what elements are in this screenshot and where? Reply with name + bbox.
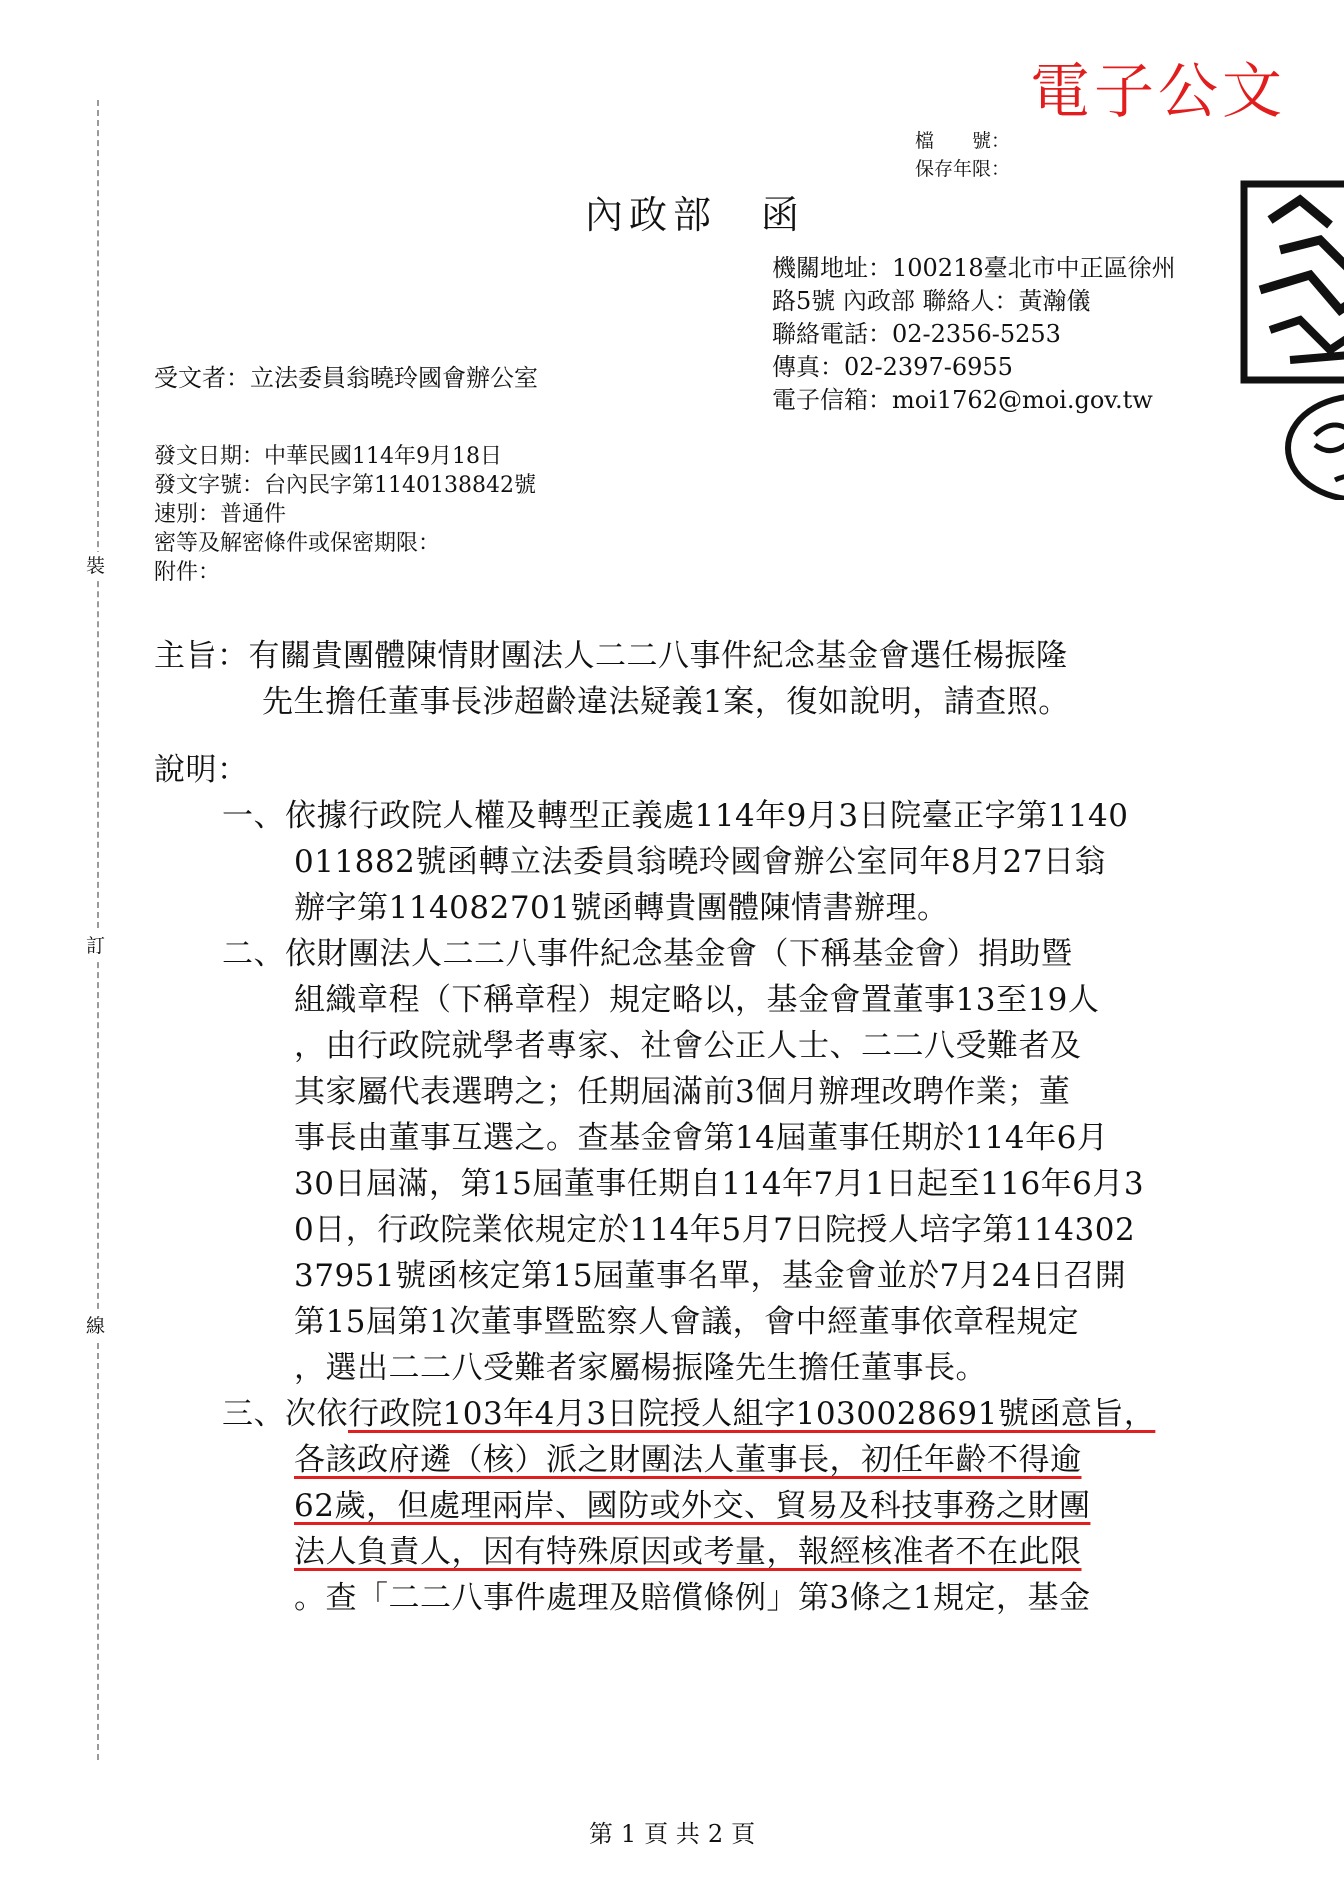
email: 電子信箱：moi1762@moi.gov.tw <box>772 386 1153 414</box>
electronic-document-stamp: 電子公文 <box>1030 57 1286 127</box>
explanation-label: 說明： <box>154 752 249 788</box>
item1-line: 辦字第114082701號函轉貴團體陳情書辦理。 <box>294 890 949 926</box>
item2-line: ，由行政院就學者專家、社會公正人士、二二八受難者及 <box>294 1028 1082 1064</box>
item2-line: 二、依財團法人二二八事件紀念基金會（下稱基金會）捐助暨 <box>222 936 1073 972</box>
security-classification: 密等及解密條件或保密期限： <box>154 531 441 556</box>
item3-prefix: 三、次依 <box>222 1396 348 1432</box>
item3-highlight: 行政院103年4月3日院授人組字1030028691號函意旨， <box>348 1396 1156 1432</box>
total-pages: 2 <box>707 1820 724 1848</box>
item2-line: 第15屆第1次董事暨監察人會議，會中經董事依章程規定 <box>294 1304 1080 1340</box>
document-number: 發文字號：台內民字第1140138842號 <box>154 473 536 498</box>
retention-period: 保存年限： <box>915 158 1011 180</box>
item3-highlight-line: 各該政府遴（核）派之財團法人董事長，初任年齡不得逾 <box>294 1442 1082 1478</box>
item3-line-5: 。查「二二八事件處理及賠償條例」第3條之1規定，基金 <box>294 1580 1091 1616</box>
item2-line: 事長由董事互選之。查基金會第14屆董事任期於114年6月 <box>294 1120 1109 1156</box>
attachments: 附件： <box>154 560 221 585</box>
page-mid: 頁 共 <box>644 1820 700 1848</box>
item2-line: ，選出二二八受難者家屬楊振隆先生擔任董事長。 <box>294 1350 987 1386</box>
document-title: 內政部 函 <box>585 193 806 237</box>
current-page: 1 <box>620 1820 637 1848</box>
archive-number: 檔 號： <box>915 130 1011 152</box>
item3-line-1 <box>222 1392 1155 1437</box>
item2-line: 組織章程（下稱章程）規定略以，基金會置董事13至19人 <box>294 982 1100 1018</box>
item2-line: 30日屆滿，第15屆董事任期自114年7月1日起至116年6月3 <box>294 1166 1145 1202</box>
binding-line <box>97 100 99 1760</box>
agency-address: 機關地址：100218臺北市中正區徐州 <box>772 254 1176 282</box>
item1-line: 一、依據行政院人權及轉型正義處114年9月3日院臺正字第1140 <box>222 798 1129 834</box>
item3-highlight-line: 62歲，但處理兩岸、國防或外交、貿易及科技事務之財團 <box>294 1488 1091 1524</box>
official-seal-icon <box>1240 180 1344 500</box>
item2-line: 0日，行政院業依規定於114年5月7日院授人培字第114302 <box>294 1212 1136 1248</box>
issue-date: 發文日期：中華民國114年9月18日 <box>154 444 502 469</box>
binding-mark-zhuang: 裝 <box>86 552 105 580</box>
binding-mark-ding: 訂 <box>86 932 105 960</box>
contact-phone: 聯絡電話：02-2356-5253 <box>772 320 1061 348</box>
item2-line: 37951號函核定第15屆董事名單，基金會並於7月24日召開 <box>294 1258 1127 1294</box>
page-suffix: 頁 <box>731 1820 756 1848</box>
subject-line-2: 先生擔任董事長涉超齡違法疑義1案，復如說明，請查照。 <box>262 684 1070 720</box>
fax: 傳真：02-2397-6955 <box>772 353 1013 381</box>
delivery-speed: 速別：普通件 <box>154 502 287 527</box>
recipient: 受文者：立法委員翁曉玲國會辦公室 <box>154 364 538 392</box>
item1-line: 011882號函轉立法委員翁曉玲國會辦公室同年8月27日翁 <box>294 844 1107 880</box>
address-contact-person: 路5號 內政部 聯絡人：黃瀚儀 <box>772 287 1091 315</box>
binding-mark-xian: 線 <box>86 1312 105 1340</box>
item2-line: 其家屬代表選聘之；任期屆滿前3個月辦理改聘作業；董 <box>294 1074 1071 1110</box>
subject-line-1: 主旨：有關貴團體陳情財團法人二二八事件紀念基金會選任楊振隆 <box>154 638 1068 674</box>
page-prefix: 第 <box>588 1820 613 1848</box>
page-number <box>0 1818 1344 1850</box>
item3-highlight-line: 法人負責人，因有特殊原因或考量，報經核准者不在此限 <box>294 1534 1082 1570</box>
